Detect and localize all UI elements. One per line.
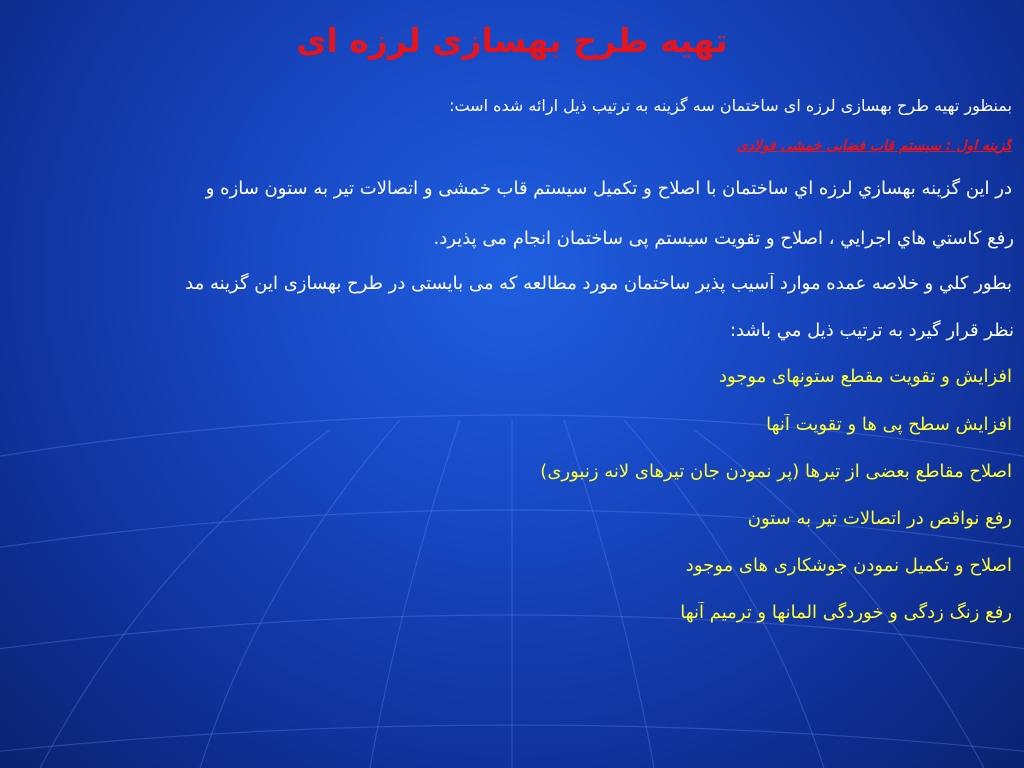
- list-item: افزایش و تقویت مقطع ستونهای موجود: [718, 366, 1012, 387]
- paragraph-two-line-two: نظر قرار گیرد به ترتیب ذیل مي باشد:: [729, 320, 1014, 341]
- list-item: افزایش سطح پی ها و تقویت آنها: [766, 414, 1012, 435]
- option-one-heading: گزینه اول : سیستم قاب فضایی خمشی فولادی: [736, 138, 1012, 154]
- list-item: رفع زنگ زدگی و خوردگی المانها و ترمیم آنها: [680, 602, 1012, 623]
- paragraph-one-line-one: در این گزینه بهسازي لرزه اي ساختمان با اصلاح و تکمیل سیستم قاب خمشی و اتصالات تیر به ستون سازه و: [205, 178, 1012, 199]
- list-item: اصلاح مقاطع بعضی از تیرها (پر نمودن جان تیرهای لانه زنبوری): [540, 461, 1012, 482]
- list-item: رفع نواقص در اتصالات تیر به ستون: [747, 508, 1012, 529]
- list-item: اصلاح و تکمیل نمودن جوشکاری های موجود: [685, 555, 1012, 576]
- paragraph-one-line-two: رفع کاستي هاي اجرايي ، اصلاح و تقویت سیستم پی ساختمان انجام می پذیرد.: [433, 228, 1014, 249]
- intro-text: بمنظور تهیه طرح بهسازی لرزه ای ساختمان سه گزینه به ترتیب ذیل ارائه شده است:: [449, 96, 1012, 115]
- paragraph-two-line-one: بطور کلي و خلاصه عمده موارد آسیب پذیر ساختمان مورد مطالعه که می بایستی در طرح بهسازی این گزینه مد: [185, 273, 1012, 294]
- slide-title: تهیه طرح بهسازی لرزه ای: [296, 21, 728, 60]
